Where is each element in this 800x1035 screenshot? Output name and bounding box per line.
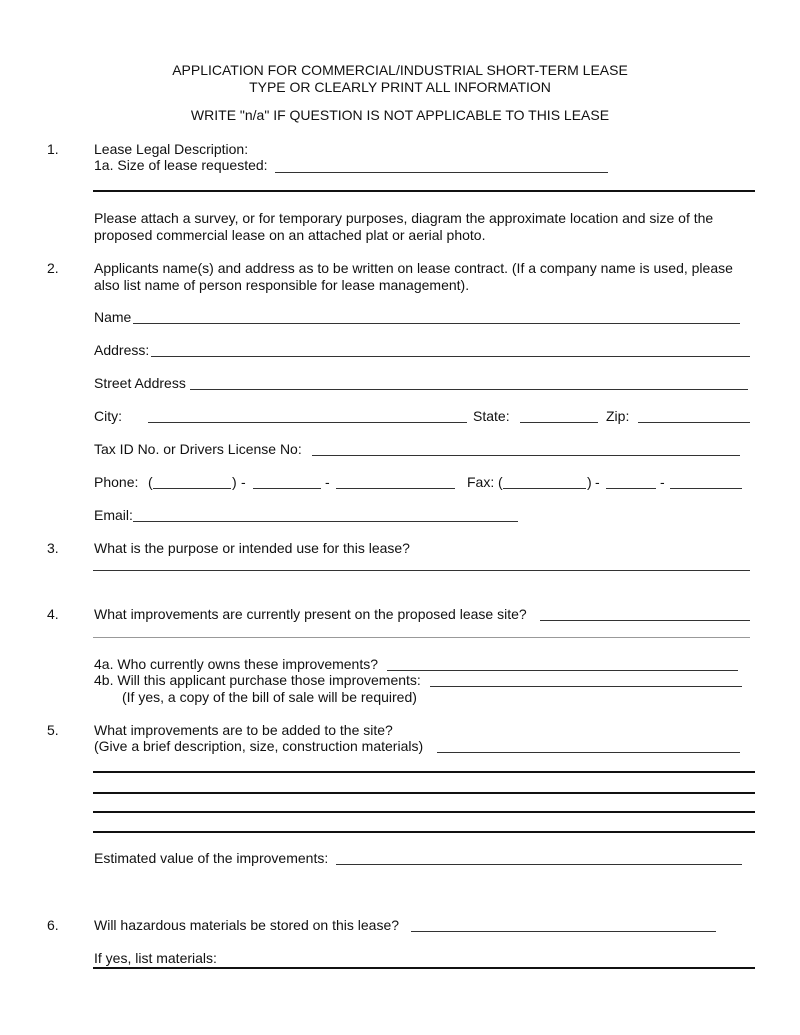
email-field[interactable] xyxy=(133,521,518,522)
fax-prefix-field[interactable] xyxy=(606,488,656,489)
taxid-field[interactable] xyxy=(312,455,740,456)
fax-paren-open: ( xyxy=(498,474,503,490)
current-improvements-field-2[interactable] xyxy=(93,637,750,638)
fax-paren-close: ) xyxy=(587,474,592,490)
purchase-improvements-field[interactable] xyxy=(430,686,742,687)
street-address-field[interactable] xyxy=(190,389,748,390)
purpose-field[interactable] xyxy=(93,570,750,571)
q6-number: 6. xyxy=(47,917,59,933)
phone-paren-close: ) xyxy=(232,474,237,490)
fax-label: Fax: xyxy=(467,474,495,490)
city-label: City: xyxy=(94,408,122,424)
fax-line-field[interactable] xyxy=(670,488,742,489)
added-improvements-line-1[interactable] xyxy=(93,771,755,773)
fax-area-code-field[interactable] xyxy=(503,488,586,489)
fax-dash: - xyxy=(660,474,665,490)
address-field[interactable] xyxy=(151,356,750,357)
phone-label: Phone: xyxy=(94,474,139,490)
q4-label: What improvements are currently present on the proposed lease site? xyxy=(94,606,527,622)
legal-description-field[interactable] xyxy=(93,190,755,192)
phone-prefix-field[interactable] xyxy=(253,488,321,489)
improvements-owner-field[interactable] xyxy=(387,670,738,671)
q1-number: 1. xyxy=(47,141,59,157)
q4-number: 4. xyxy=(47,606,59,622)
phone-dash: - xyxy=(325,474,330,490)
estimated-value-label: Estimated value of the improvements: xyxy=(94,850,329,866)
current-improvements-field[interactable] xyxy=(540,620,750,621)
q2-line2: also list name of person responsible for lease management). xyxy=(94,277,470,293)
added-improvements-line-3[interactable] xyxy=(93,811,755,813)
q3-label: What is the purpose or intended use for this lease? xyxy=(94,540,410,556)
state-label: State: xyxy=(473,408,510,424)
list-materials-field[interactable] xyxy=(93,967,755,969)
q1-note-line2: proposed commercial lease on an attached plat or aerial photo. xyxy=(94,227,486,243)
q1-note-line1: Please attach a survey, or for temporary purposes, diagram the approximate location and size of the xyxy=(94,210,714,226)
q5-number: 5. xyxy=(47,722,59,738)
q1-label: Lease Legal Description: xyxy=(94,141,249,157)
q4b-note: (If yes, a copy of the bill of sale will be required) xyxy=(122,689,417,705)
added-improvements-line-2[interactable] xyxy=(93,792,755,794)
form-instruction: WRITE "n/a" IF QUESTION IS NOT APPLICABLE TO THIS LEASE xyxy=(190,107,610,123)
name-field[interactable] xyxy=(133,323,740,324)
q4a-label: 4a. Who currently owns these improvements? xyxy=(94,656,379,672)
lease-size-label: 1a. Size of lease requested: xyxy=(94,157,268,173)
phone-area-code-field[interactable] xyxy=(153,488,231,489)
state-field[interactable] xyxy=(520,422,598,423)
hazardous-materials-field[interactable] xyxy=(411,931,716,932)
q4b-label: 4b. Will this applicant purchase those improvements: xyxy=(94,672,421,688)
address-label: Address: xyxy=(94,342,150,358)
q5-sublabel: (Give a brief description, size, construction materials) xyxy=(94,738,424,754)
fax-dash: - xyxy=(595,474,600,490)
q2-number: 2. xyxy=(47,260,59,276)
q6-label: Will hazardous materials be stored on this lease? xyxy=(94,917,400,933)
lease-size-field[interactable] xyxy=(275,172,608,173)
form-title: APPLICATION FOR COMMERCIAL/INDUSTRIAL SHORT-TERM LEASE xyxy=(172,62,628,78)
q2-line1: Applicants name(s) and address as to be written on lease contract. (If a company name is used, please xyxy=(94,260,733,276)
added-improvements-line-4[interactable] xyxy=(93,831,755,833)
zip-label: Zip: xyxy=(606,408,630,424)
phone-paren-open: ( xyxy=(148,474,153,490)
estimated-value-field[interactable] xyxy=(336,864,742,865)
phone-line-field[interactable] xyxy=(336,488,455,489)
taxid-label: Tax ID No. or Drivers License No: xyxy=(94,441,302,457)
q5-label: What improvements are to be added to the site? xyxy=(94,722,393,738)
email-label: Email: xyxy=(94,507,133,523)
city-field[interactable] xyxy=(148,422,467,423)
added-improvements-field[interactable] xyxy=(437,752,740,753)
street-address-label: Street Address xyxy=(94,375,186,391)
form-subtitle: TYPE OR CLEARLY PRINT ALL INFORMATION xyxy=(249,79,551,95)
zip-field[interactable] xyxy=(638,422,750,423)
q3-number: 3. xyxy=(47,540,59,556)
phone-dash: - xyxy=(241,474,246,490)
list-materials-label: If yes, list materials: xyxy=(94,950,217,966)
name-label: Name xyxy=(94,309,132,325)
